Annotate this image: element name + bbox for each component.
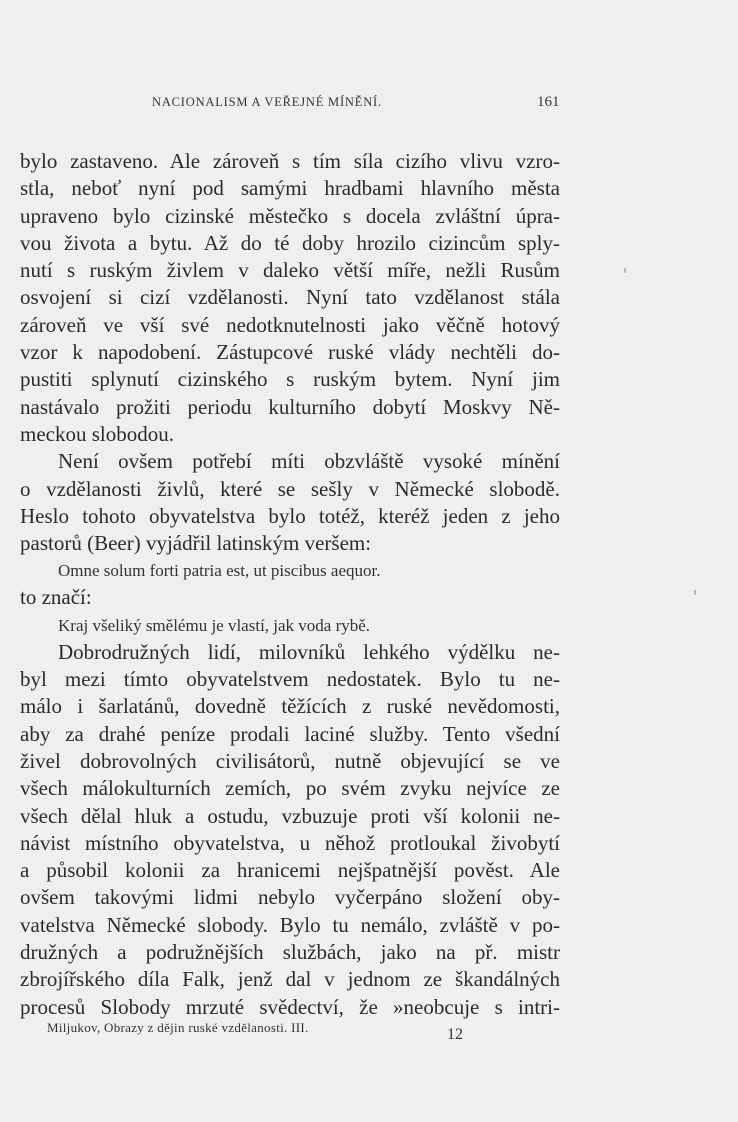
text-line: bylo zastaveno. Ale zároveň s tím síla cizího vlivu vzro- [20,149,560,173]
text-line: meckou slobodou. [20,421,174,446]
text-line: nastávalo prožiti periodu kulturního dobytí Moskvy Ně- [20,394,560,419]
text-line: byl mezi tímto obyvatelstvem nedostatek. Bylo tu ne- [20,667,560,692]
translated-quote: Kraj všeliký smělému je vlastí, jak voda rybě. [58,615,371,635]
text-line: o vzdělanosti živlů, které se sešly v Německé slobodě. [20,476,560,501]
text-line: osvojení si cizí vzdělanosti. Nyní tato vzdělanost stála [20,285,560,310]
text-line: nutí s ruským živlem v daleko větší míře, nežli Rusům [20,258,560,283]
text-line: návist místního obyvatelstva, u něhož protloukal živobytí [20,830,560,855]
text-line: to značí: [20,585,92,610]
paper-speck [624,268,626,273]
text-line: všech málokulturních zemích, po svém zvyku nejvíce ze [20,776,560,801]
paragraph-start-line: Dobrodružných lidí, milovníků lehkého výdělku ne- [58,639,560,664]
text-line: pastorů (Beer) vyjádřil latinským veršem: [20,531,372,556]
text-line: procesů Slobody mrzuté svědectví, že »neobcuje s intri- [20,994,560,1019]
text-line: zároveň ve vší své nedotknutelnosti jako věčně hotový [20,312,560,337]
page-number: 161 [537,94,560,110]
running-head: NACIONALISM A VEŘEJNÉ MÍNĚNÍ. [152,95,382,109]
text-line: upraveno bylo cizinské městečko s docela zvláštní úpra- [20,203,560,228]
paper-speck [694,590,696,595]
text-line: aby za drahé peníze prodali laciné služby. Tento všední [20,721,560,746]
page-footer [47,1018,547,1048]
text-line: vzor k napodobení. Zástupcové ruské vlády nechtěli do- [20,340,560,365]
latin-quote: Omne solum forti patria est, ut piscibus aequor. [58,561,381,581]
paragraph-start-line: Není ovšem potřebí míti obzvláště vysoké mínění [58,449,560,474]
text-line: málo i šarlatánů, dovedně těžících z ruské nevědomosti, [20,694,560,719]
text-line: družných a podružnějších službách, jako na př. mistr [20,940,560,965]
text-line: živel dobrovolných civilisátorů, nutně objevující se ve [20,748,560,773]
text-line: vatelstva Německé slobody. Bylo tu nemálo, zvláště v po- [20,912,560,937]
body-text [20,148,560,1021]
footer-note: Miljukov, Obrazy z dějin ruské vzdělanosti. III. [47,1020,309,1035]
text-line: ovšem takovými lidmi nebylo vyčerpáno složení oby- [20,885,560,910]
text-line: Heslo tohoto obyvatelstva bylo totéž, kteréž jeden z jeho [20,503,560,528]
text-line: všech dělal hluk a ostudu, vzbuzuje proti vší kolonii ne- [20,803,560,828]
text-line: stla, neboť nyní pod samými hradbami hlavního města [20,176,560,201]
text-line: pustiti splynutí cizinského s ruským bytem. Nyní jim [20,367,560,392]
page-header [0,95,738,115]
text-line: zbrojířského díla Falk, jenž dal v jednom ze škandálných [20,967,560,992]
text-line: vou života a bytu. Až do té doby hrozilo cizincům sply- [20,230,560,255]
text-line: a působil kolonii za hranicemi nejšpatnější pověst. Ale [20,858,560,883]
signature-mark: 12 [447,1026,463,1043]
